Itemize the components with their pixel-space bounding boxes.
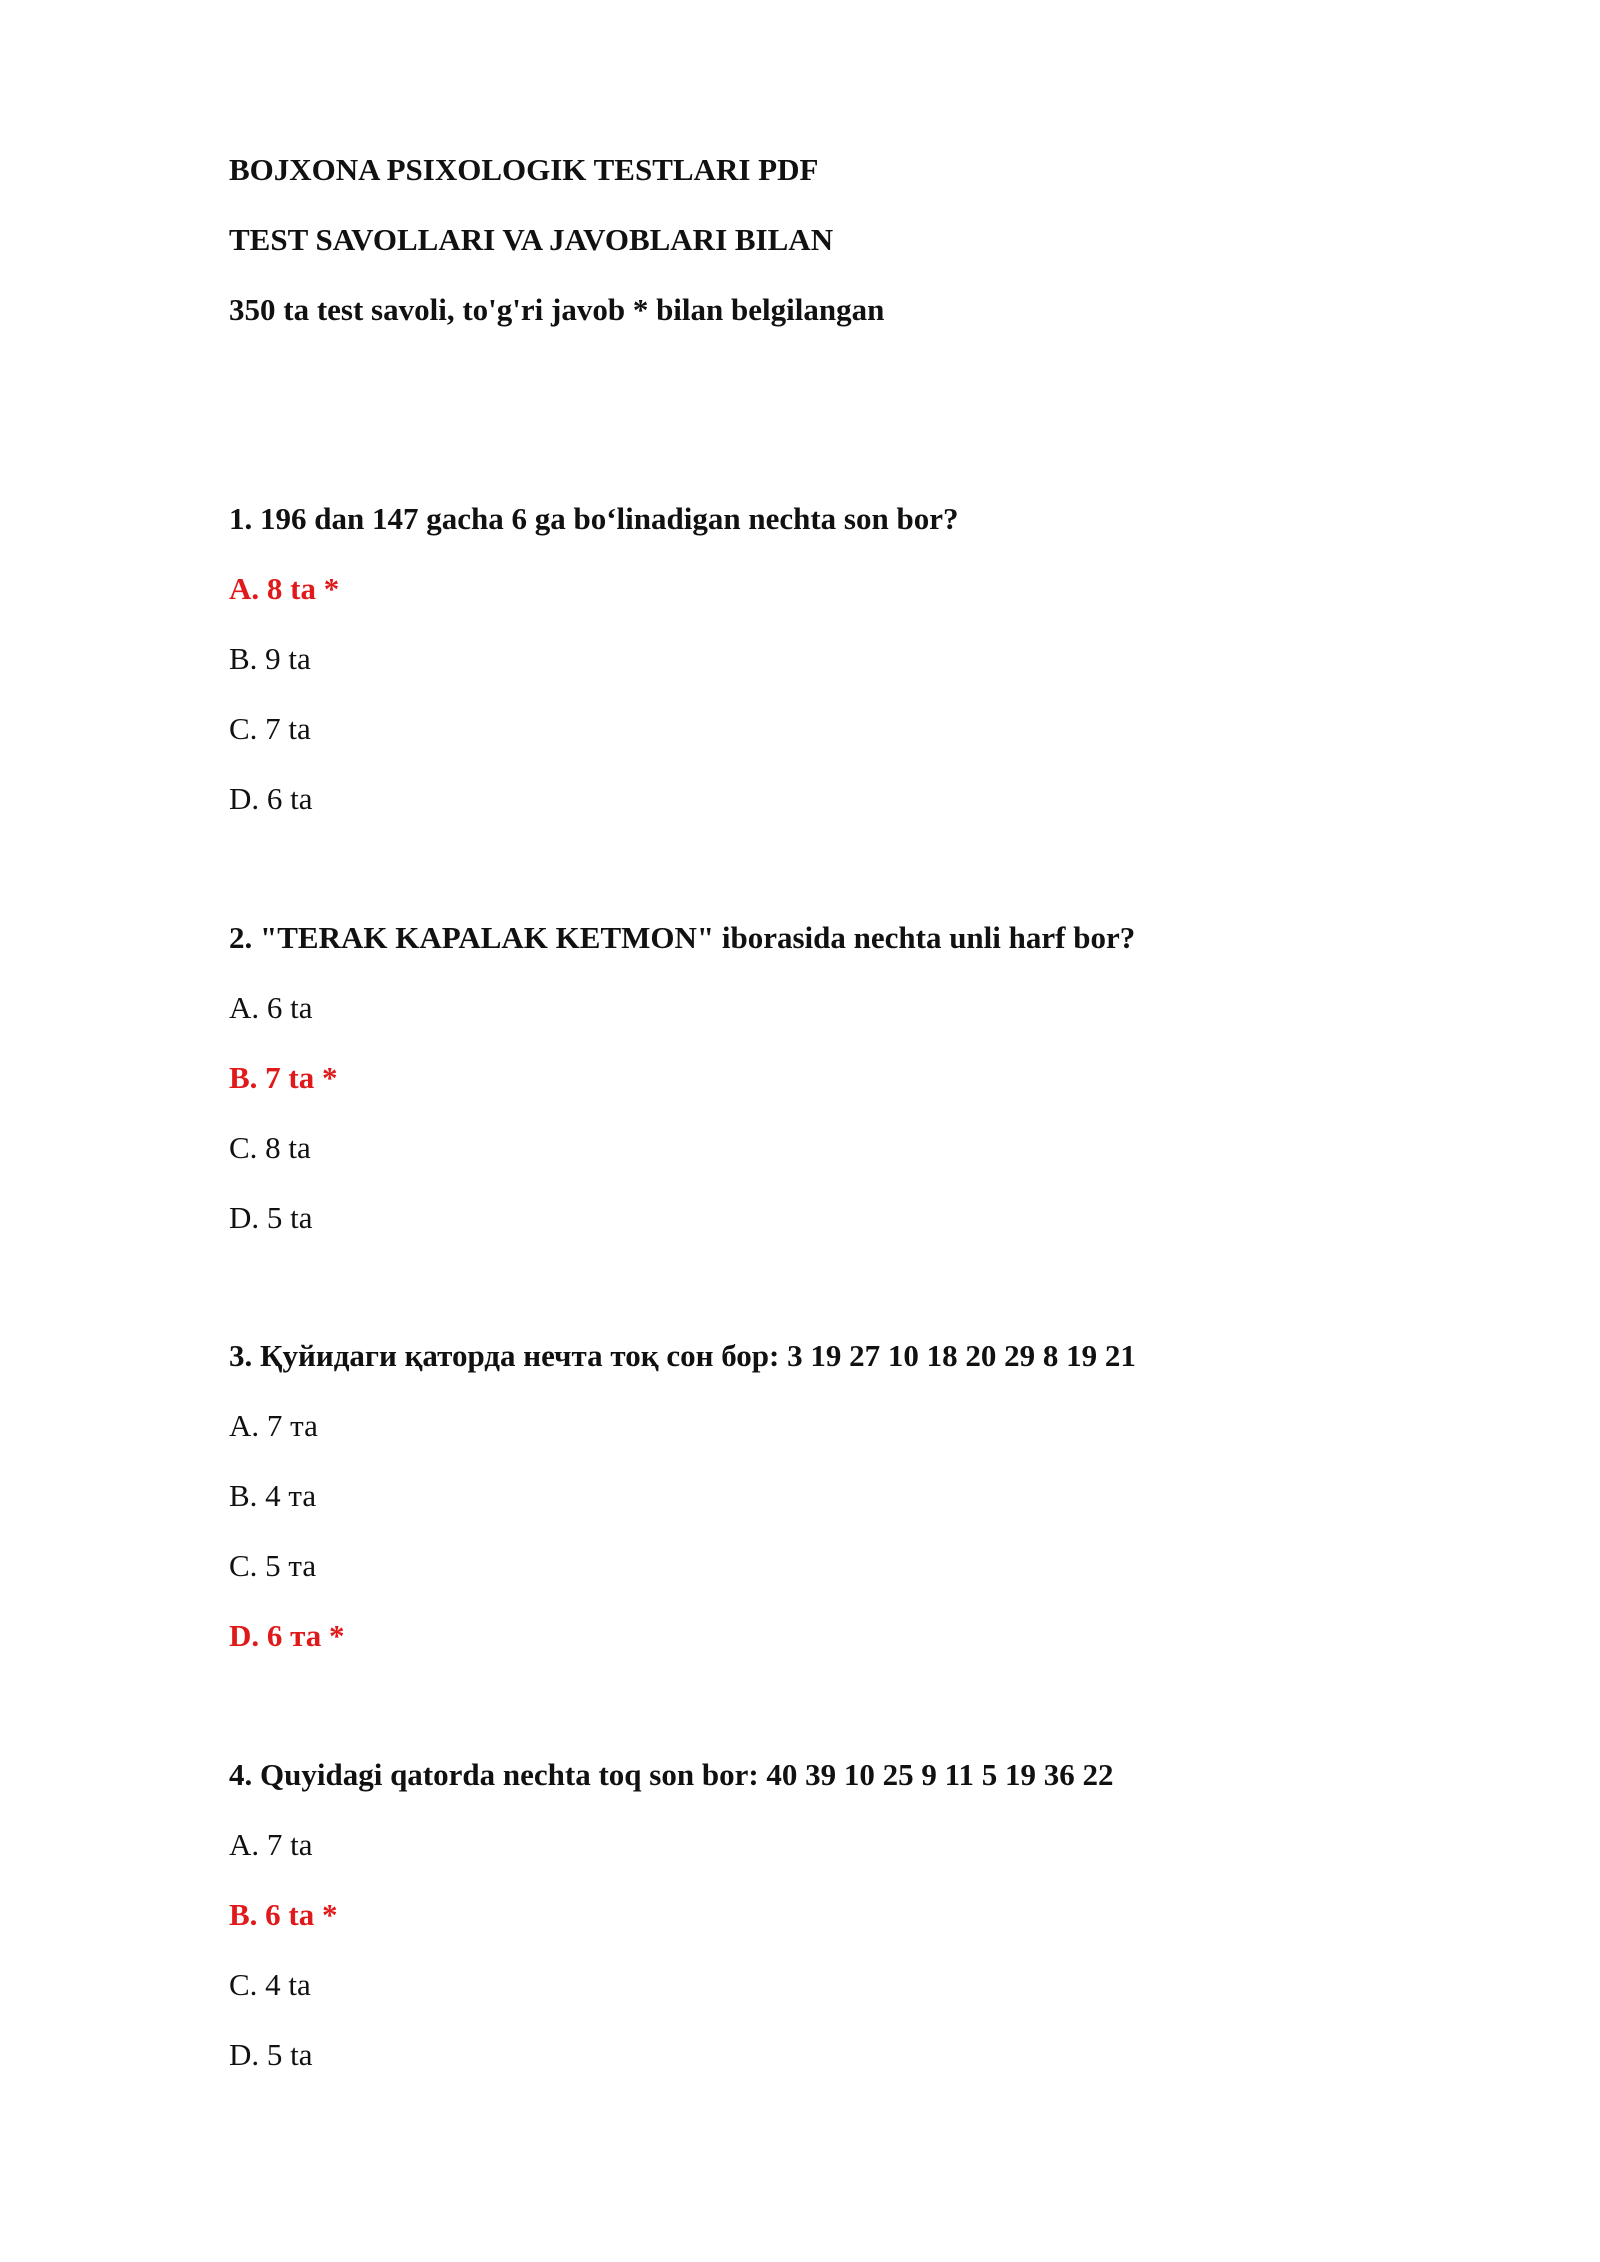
answer-option: D. 5 ta: [229, 1200, 313, 1235]
answer-option-correct: B. 7 ta *: [229, 1060, 338, 1095]
answer-option: A. 6 ta: [229, 990, 313, 1025]
question-text: 3. Қуйидаги қаторда нечта тоқ сон бор: 3 19 27 10 18 20 29 8 19 21: [229, 1338, 1136, 1373]
answer-option: A. 7 ta: [229, 1827, 313, 1862]
answer-option: C. 4 ta: [229, 1967, 311, 2002]
answer-option: A. 7 та: [229, 1408, 318, 1443]
answer-option: B. 4 та: [229, 1478, 317, 1513]
answer-option-correct: A. 8 ta *: [229, 571, 340, 606]
answer-option: B. 9 ta: [229, 641, 311, 676]
question-text: 4. Quyidagi qatorda nechta toq son bor: 40 39 10 25 9 11 5 19 36 22: [229, 1757, 1114, 1792]
answer-option: D. 5 ta: [229, 2037, 313, 2072]
answer-option: C. 7 ta: [229, 711, 311, 746]
answer-option: D. 6 ta: [229, 781, 313, 816]
answer-option-correct: D. 6 та *: [229, 1618, 345, 1653]
answer-option-correct: B. 6 ta *: [229, 1897, 338, 1932]
answer-option: C. 8 ta: [229, 1130, 311, 1165]
question-text: 2. "TERAK KAPALAK KETMON" iborasida nechta unli harf bor?: [229, 920, 1136, 955]
document-subtitle: TEST SAVOLLARI VA JAVOBLARI BILAN: [229, 222, 834, 257]
document-note: 350 ta test savoli, to'g'ri javob * bilan belgilangan: [229, 292, 885, 327]
answer-option: C. 5 та: [229, 1548, 317, 1583]
document-title: BOJXONA PSIXOLOGIK TESTLARI PDF: [229, 152, 819, 187]
question-text: 1. 196 dan 147 gacha 6 ga bo‘linadigan nechta son bor?: [229, 501, 959, 536]
